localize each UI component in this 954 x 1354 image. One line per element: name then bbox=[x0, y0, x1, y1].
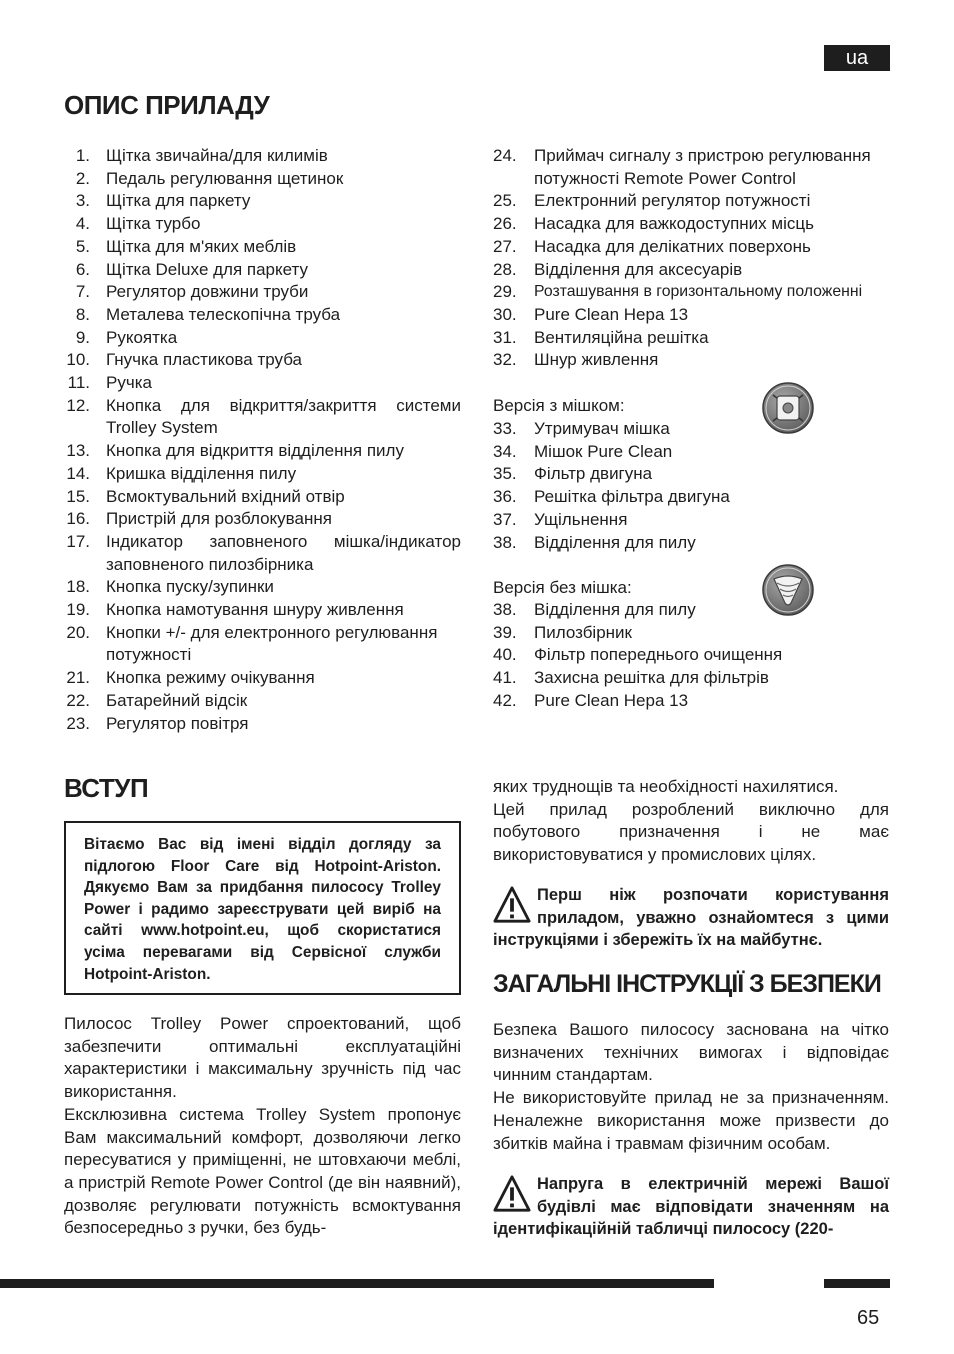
bag-version-list bbox=[493, 418, 893, 554]
list-item: 12. Кнопка для відкриття/закриття системи Trolley System bbox=[66, 395, 461, 438]
intro-paragraph: Пилосос Trolley Power спроектований, щоб забезпечити оптимальні експлуатаційні характеристики і максимальну зручність під час використання. bbox=[64, 1014, 461, 1102]
bag-version-heading: Версія з мішком: bbox=[493, 396, 625, 415]
list-item: 20. Кнопки +/- для електронного регулювання потужності bbox=[66, 622, 438, 665]
list-item: 31. Вентиляційна решітка bbox=[493, 327, 709, 347]
list-item: 38. Відділення для пилу bbox=[493, 600, 696, 619]
intro-text-left bbox=[64, 1013, 461, 1240]
list-item: 2. Педаль регулювання щетинок bbox=[75, 168, 344, 188]
list-item: 3. Щітка для паркету bbox=[75, 191, 251, 211]
safety-text bbox=[493, 1019, 889, 1155]
list-item: 1. Щітка звичайна/для килимів bbox=[75, 146, 328, 165]
list-item: 29. Розташування в горизонтальному положенні bbox=[493, 282, 863, 302]
list-item: 39. Пилозбірник bbox=[493, 622, 632, 642]
list-item: 32. Шнур живлення bbox=[493, 350, 659, 370]
list-item: 5. Щітка для м'яких меблів bbox=[75, 236, 297, 256]
list-item: 21. Кнопка режиму очікування bbox=[66, 668, 315, 688]
list-item: 40. Фільтр попереднього очищення bbox=[493, 645, 783, 665]
footer-rule-left bbox=[0, 1279, 714, 1288]
intro-paragraph: Ексклюзивна система Trolley System пропонує Вам максимальний комфорт, дозволяючи легко пересуватися у приміщенні, не штовхаючи меблі, а пристрій Remote Power Control (де він наявний), дозволяє регулювати потужність всмоктування безпосередньо з ручки, без будь- bbox=[64, 1104, 461, 1238]
list-item: 24. Приймач сигналу з пристрою регулювання потужності Remote Power Control bbox=[493, 146, 871, 188]
list-item: 8. Металева телескопічна труба bbox=[75, 304, 341, 324]
list-item: 10. Гнучка пластикова труба bbox=[66, 350, 302, 370]
page-number: 65 bbox=[857, 1307, 880, 1329]
intro-paragraph: яких труднощів та необхідності нахилятися. bbox=[493, 777, 839, 796]
warning-triangle-icon bbox=[493, 1175, 531, 1213]
list-item: 36. Решітка фільтра двигуна bbox=[493, 487, 730, 507]
list-item: 22. Батарейний відсік bbox=[66, 690, 248, 710]
list-item: 25. Електронний регулятор потужності bbox=[493, 191, 811, 211]
safety-paragraph: Не використовуйте прилад не за призначенням. Неналежне використання може призвести до збитків майна і травмам фізичним особам. bbox=[493, 1088, 889, 1153]
warning-text: Перш ніж розпочати користування приладом, уважно ознайомтеся з цими інструкціями і збережіть їх на майбутнє. bbox=[493, 886, 889, 949]
intro-text-right bbox=[493, 776, 889, 867]
warning-triangle-icon bbox=[493, 886, 531, 924]
list-item: 23. Регулятор повітря bbox=[66, 713, 249, 733]
parts-list-right bbox=[493, 145, 893, 372]
list-item: 7. Регулятор довжини труби bbox=[75, 282, 309, 302]
list-item: 30. Pure Clean Hepa 13 bbox=[493, 304, 689, 324]
list-item: 38. Відділення для пилу bbox=[493, 532, 696, 552]
list-item: 11. Ручка bbox=[67, 373, 152, 393]
list-item: 28. Відділення для аксесуарів bbox=[493, 259, 743, 279]
list-item: 35. Фільтр двигуна bbox=[493, 464, 653, 484]
list-item: 26. Насадка для важкодоступних місць bbox=[493, 214, 814, 234]
welcome-box: Вітаємо Вас від імені відділ догляду за підлогою Floor Care від Hotpoint-Ariston. Дякуємо Вам за придбання пилососу Trolley Power і радимо зареєструвати цей виріб на сайті www.hotpoint.eu, щоб скористатися усіма перевагами від Сервісної служби Hotpoint-Ariston. bbox=[64, 821, 461, 995]
bagless-version-heading: Версія без мішка: bbox=[493, 578, 632, 597]
list-item: 33. Утримувач мішка bbox=[493, 419, 670, 438]
list-item: 9. Рукоятка bbox=[75, 327, 178, 347]
list-item: 42. Pure Clean Hepa 13 bbox=[493, 690, 689, 710]
language-badge: ua bbox=[824, 45, 890, 71]
list-item: 17. Індикатор заповненого мішка/індикатор заповненого пилозбірника bbox=[66, 531, 461, 574]
list-item: 4. Щітка турбо bbox=[75, 214, 201, 234]
list-item: 37. Ущільнення bbox=[493, 509, 628, 529]
list-item: 6. Щітка Deluxe для паркету bbox=[75, 259, 309, 279]
description-title: ОПИС ПРИЛАДУ bbox=[64, 90, 270, 120]
intro-warning bbox=[493, 884, 889, 952]
intro-title: ВСТУП bbox=[64, 773, 149, 803]
safety-warning bbox=[493, 1173, 889, 1241]
safety-title: ЗАГАЛЬНІ ІНСТРУКЦІЇ З БЕЗПЕКИ bbox=[493, 970, 881, 998]
list-item: 19. Кнопка намотування шнуру живлення bbox=[66, 600, 404, 620]
list-item: 13. Кнопка для відкриття відділення пилу bbox=[66, 441, 404, 461]
list-item: 27. Насадка для делікатних поверхонь bbox=[493, 236, 811, 256]
intro-paragraph: Цей прилад розроблений виключно для побутового призначення і не має використовуватися у промислових цілях. bbox=[493, 799, 889, 865]
list-item: 18. Кнопка пуску/зупинки bbox=[66, 577, 274, 597]
bagless-version-list bbox=[493, 599, 893, 713]
list-item: 41. Захисна решітка для фільтрів bbox=[493, 668, 769, 688]
parts-list-left bbox=[64, 145, 461, 735]
list-item: 34. Мішок Pure Clean bbox=[493, 441, 673, 461]
list-item: 16. Пристрій для розблокування bbox=[66, 509, 332, 529]
list-item: 14. Кришка відділення пилу bbox=[66, 463, 297, 483]
warning-text: Напруга в електричній мережі Вашої будівлі має відповідати значенням на ідентифікаційній табличці пилососу (220- bbox=[493, 1175, 889, 1238]
list-item: 15. Всмоктувальний вхідний отвір bbox=[66, 486, 345, 506]
safety-paragraph: Безпека Вашого пилососу заснована на чітко визначених технічних вимогах і відповідає чинним стандартам. bbox=[493, 1020, 889, 1085]
footer-rule-right bbox=[824, 1279, 890, 1288]
